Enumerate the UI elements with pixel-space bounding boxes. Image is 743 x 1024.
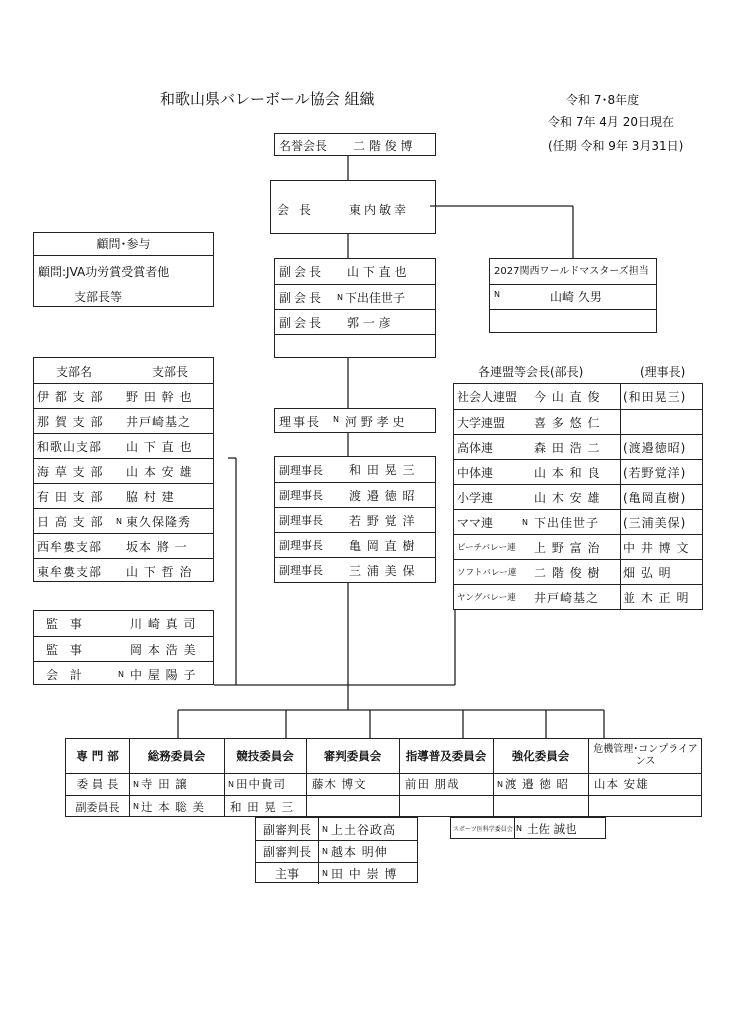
director-name: 河 野 孝 史 [345, 415, 405, 429]
document-title: 和歌山県バレーボール協会 組織 [160, 90, 375, 108]
referee-sub-role: 副審判長 [256, 818, 319, 840]
world-masters-title: 2027関西ワールドマスターズ担当 [490, 259, 656, 285]
vice-director-role: 副理事長 [279, 539, 323, 552]
branches-table [33, 357, 214, 582]
advisors-box [33, 232, 214, 307]
league-row [454, 434, 702, 459]
league-director: (和田晃三) [620, 384, 686, 409]
league-name: ヤングバレー連 [457, 593, 516, 603]
vice-director-name: 和 田 晃 三 [349, 463, 416, 477]
vice-director-role: 副理事長 [279, 514, 323, 527]
fiscal-year: 令和 7･8年度 [566, 93, 640, 107]
vice-presidents-box [274, 258, 436, 358]
vice-director-role: 副理事長 [279, 489, 323, 502]
vice-president-role: 副会長 [279, 265, 325, 279]
branch-row [34, 558, 213, 583]
vice-director-row [275, 532, 435, 557]
committee-name: 指導普及委員会 [405, 749, 487, 763]
committee-name: 審判委員会 [323, 749, 382, 763]
branch-head: 山 下 哲 治 [126, 564, 193, 579]
league-row [454, 459, 702, 484]
auditor-row [34, 611, 213, 636]
league-head: 二 階 俊 樹 [534, 565, 601, 580]
committee-name: 強化委員会 [511, 749, 570, 763]
branch-name: 有 田 支 部 [37, 489, 104, 504]
league-row [454, 534, 702, 559]
n-mark: N [133, 779, 139, 789]
league-director: (若野覚洋) [620, 460, 686, 484]
leagues-table [453, 383, 703, 610]
branch-row [34, 533, 213, 558]
auditor-row [34, 661, 213, 686]
league-name: 小学連 [457, 490, 494, 505]
league-name: ママ連 [457, 515, 494, 530]
branch-row [34, 408, 213, 433]
league-head: 山 木 安 雄 [534, 490, 601, 505]
league-head: 山 本 和 良 [534, 465, 601, 480]
committee-chair: 渡 邉 徳 昭 [504, 777, 569, 791]
director-box [274, 408, 436, 433]
league-head: 上 野 富 治 [534, 540, 601, 555]
committee-name: 危機管理･コンプライアンス [593, 744, 698, 767]
n-mark: N [228, 779, 234, 789]
vice-director-row [275, 482, 435, 507]
branch-head: 坂本 將 一 [126, 539, 188, 554]
referee-sub-table [255, 817, 418, 883]
advisors-title: 顧問･参与 [34, 233, 213, 256]
branch-name: 日 高 支 部 [37, 514, 104, 529]
committee-chair: 山本 安雄 [594, 777, 649, 791]
branch-row [34, 383, 213, 408]
auditor-row [34, 636, 213, 661]
president-box [270, 180, 436, 234]
committee-chair-cell [493, 773, 588, 795]
league-director: (渡邉徳昭) [620, 435, 686, 459]
league-head: 井戸崎基之 [534, 590, 600, 605]
n-mark: N [494, 290, 500, 299]
n-mark: N [133, 802, 139, 811]
league-row [454, 559, 702, 584]
branch-name: 西牟婁支部 [37, 539, 103, 554]
referee-sub-role: 主事 [256, 863, 319, 884]
vice-president-row [275, 259, 435, 284]
n-mark: N [322, 847, 328, 856]
branch-name: 東牟婁支部 [37, 564, 103, 579]
league-head: 森 田 浩 二 [534, 440, 601, 455]
branch-row [34, 458, 213, 483]
branches-header-head: 支部長 [152, 365, 189, 379]
committee-name: 競技委員会 [236, 749, 294, 763]
committee-chair-cell [129, 773, 224, 795]
sports-science-box [450, 817, 606, 839]
league-director: 畑 弘 明 [620, 560, 672, 584]
honorary-role: 名誉会長 [279, 139, 328, 153]
league-director [620, 410, 623, 434]
league-row [454, 409, 702, 434]
committee-chair-cell [399, 773, 493, 795]
league-row [454, 584, 702, 609]
referee-sub-role: 副審判長 [256, 841, 319, 862]
league-director: (三浦美保) [620, 510, 686, 534]
auditor-role: 会 計 [46, 667, 86, 682]
league-name: 社会人連盟 [457, 390, 518, 404]
chair-label: 委 員 長 [76, 777, 119, 791]
league-name: ビーチバレー連 [457, 543, 516, 553]
vice-chair-label: 副委員長 [75, 800, 120, 814]
n-mark: N [322, 869, 328, 878]
auditor-name: 川 崎 真 司 [130, 617, 197, 631]
league-name: 中体連 [457, 465, 494, 480]
league-row [454, 384, 702, 409]
vice-director-row [275, 457, 435, 482]
referee-sub-row [256, 818, 417, 840]
n-mark: N [516, 824, 522, 833]
committee-chair: 藤木 博文 [312, 777, 367, 791]
advisors-line2: 支部長等 [74, 290, 123, 304]
league-director: (亀岡直樹) [620, 485, 686, 509]
branch-name: 伊 都 支 部 [37, 389, 104, 404]
branch-name: 那 賀 支 部 [37, 414, 104, 429]
committees-table [65, 738, 702, 817]
vice-director-name: 三 浦 美 保 [349, 563, 416, 578]
vice-directors-box [274, 456, 436, 583]
leagues-header: 各連盟等会長(部長) [478, 365, 584, 379]
vice-director-name: 亀 岡 直 樹 [349, 538, 416, 553]
leagues-header-director: (理事長) [640, 365, 686, 379]
vice-director-row [275, 507, 435, 532]
league-director: 中 井 博 文 [620, 535, 689, 559]
branch-head: 脇 村 建 [126, 489, 175, 504]
committee-chair-cell [224, 773, 306, 795]
auditor-role: 監 事 [46, 642, 86, 657]
n-mark: N [118, 669, 124, 679]
honorary-president-box [274, 133, 436, 156]
branch-row [34, 433, 213, 458]
referee-sub-row [256, 862, 417, 884]
committee-vice-cell [224, 795, 306, 818]
branches-header-name: 支部名 [56, 365, 93, 379]
n-mark: N [116, 516, 122, 526]
dept-label: 専 門 部 [76, 749, 119, 763]
auditor-role: 監 事 [46, 617, 86, 631]
committee-chair: 前田 朋哉 [405, 777, 460, 791]
branch-row [34, 483, 213, 508]
committee-chair-cell [588, 773, 703, 795]
league-head: 喜 多 悠 仁 [534, 415, 601, 430]
auditor-name: 中 屋 陽 子 [130, 667, 197, 682]
term-note: (任期 令和 9年 3月31日) [548, 139, 684, 153]
branch-head: 井戸崎基之 [126, 414, 192, 429]
committee-vice-cell [588, 795, 703, 818]
branch-head: 山 本 安 雄 [126, 464, 193, 479]
vice-president-name: 山 下 直 也 [347, 265, 407, 279]
vice-president-role: 副会長 [279, 315, 325, 330]
committee-chair-cell [306, 773, 399, 795]
branch-head: 野 田 幹 也 [126, 389, 193, 404]
committee-vice-cell [129, 795, 224, 818]
as-of-date: 令和 7年 4月 20日現在 [548, 115, 674, 129]
president-name: 東内敏幸 [349, 203, 410, 217]
n-mark: N [337, 292, 343, 302]
vice-director-name: 渡 邉 徳 昭 [349, 488, 416, 503]
committee-vice-cell [399, 795, 493, 818]
committee-vice: 和 田 晃 三 [230, 799, 294, 814]
n-mark: N [497, 779, 503, 789]
committee-vice-cell [306, 795, 399, 818]
vice-president-role: 副会長 [279, 290, 325, 305]
n-mark: N [333, 415, 339, 424]
league-row [454, 484, 702, 509]
branch-name: 海 草 支 部 [37, 464, 104, 479]
branch-head: 山 下 直 也 [126, 439, 193, 454]
league-head: 下出佳世子 [534, 515, 600, 530]
committee-vice-cell [493, 795, 588, 818]
referee-sub-name: 田 中 崇 博 [330, 867, 398, 881]
advisors-line1: 顧問:JVA功労賞受賞者他 [38, 265, 170, 279]
referee-sub-name: 上土谷政高 [330, 822, 396, 837]
vice-president-row [275, 284, 435, 309]
league-name: ソフトバレー連 [457, 568, 517, 578]
auditor-name: 岡 本 浩 美 [130, 642, 197, 657]
n-mark: N [522, 517, 528, 527]
league-name: 大学連盟 [457, 415, 506, 430]
vice-director-role: 副理事長 [279, 564, 323, 577]
vice-president-empty-row [275, 334, 435, 359]
branch-name: 和歌山支部 [37, 439, 103, 454]
world-masters-name: 山崎 久男 [550, 290, 602, 304]
league-row [454, 509, 702, 534]
honorary-name: 二 階 俊 博 [353, 139, 413, 153]
sports-science-label: スポーツ医科学委員会 [453, 826, 513, 833]
vice-director-name: 若 野 覚 洋 [349, 513, 416, 528]
auditors-box [33, 610, 214, 685]
world-masters-box [489, 258, 657, 333]
vice-director-role: 副理事長 [279, 463, 323, 477]
league-name: 高体連 [457, 440, 494, 455]
referee-sub-row [256, 840, 417, 862]
vice-director-row [275, 557, 435, 582]
branch-row [34, 508, 213, 533]
committee-vice: 辻 本 聡 美 [140, 799, 205, 814]
committee-name: 総務委員会 [147, 749, 206, 763]
league-head: 今 山 直 俊 [534, 390, 601, 404]
league-director: 並 木 正 明 [620, 585, 689, 609]
committee-chair: 田中貴司 [235, 777, 286, 791]
vice-president-name: 郭 一 彦 [347, 315, 391, 330]
sports-science-name: 土佐 誠也 [527, 822, 577, 836]
director-role: 理事長 [279, 415, 322, 429]
branch-head: 東久保隆秀 [126, 514, 192, 529]
committee-chair: 寺 田 譲 [140, 777, 188, 791]
referee-sub-name: 越本 明伸 [330, 845, 388, 859]
vice-president-name: 下出佳世子 [344, 290, 405, 305]
n-mark: N [322, 824, 328, 834]
vice-president-row [275, 309, 435, 334]
president-role: 会 長 [277, 203, 314, 217]
